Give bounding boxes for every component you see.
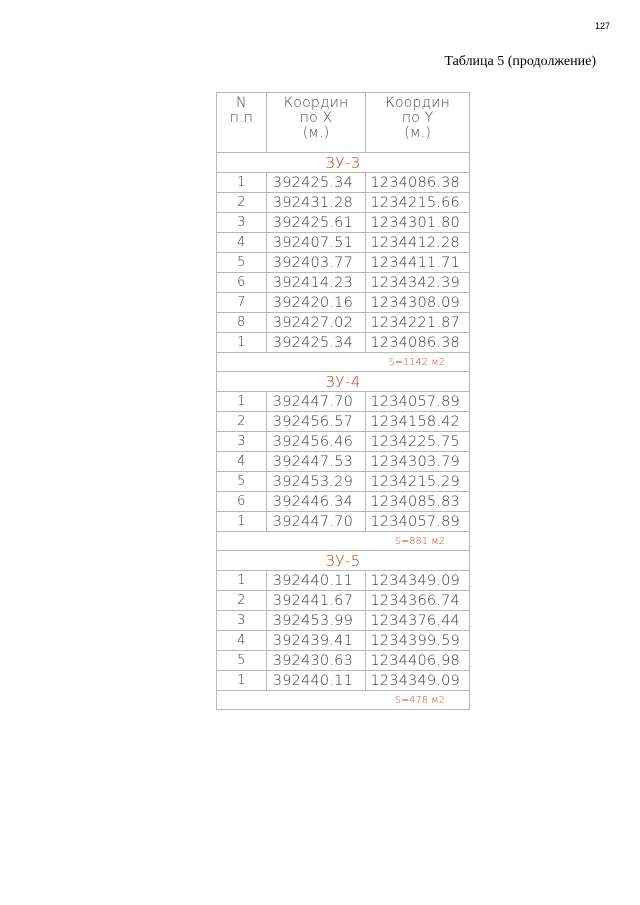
point-number-cell: 2 — [217, 591, 267, 611]
coord-x-cell: 392456.46 — [266, 432, 366, 452]
coord-y-cell: 1234376.44 — [366, 611, 470, 631]
coord-y-cell: 1234215.66 — [366, 193, 470, 213]
table-row — [217, 472, 470, 492]
coord-y-cell: 1234366.74 — [366, 591, 470, 611]
table-row — [217, 173, 470, 193]
section-title: ЗУ-3 — [217, 153, 470, 173]
coord-y-cell: 1234086.38 — [366, 333, 470, 353]
coord-y-cell: 1234225.75 — [366, 432, 470, 452]
header-coord-y — [366, 93, 470, 153]
coord-x-cell: 392407.51 — [266, 233, 366, 253]
coord-x-cell: 392414.23 — [266, 273, 366, 293]
page-number: 127 — [594, 21, 610, 31]
point-number-cell: 1 — [217, 392, 267, 412]
coord-y-cell: 1234411.71 — [366, 253, 470, 273]
coord-y-cell: 1234349.09 — [366, 571, 470, 591]
header-x-line3: (м.) — [302, 125, 330, 141]
coord-x-cell: 392403.77 — [266, 253, 366, 273]
header-row — [217, 93, 470, 153]
table-row — [217, 571, 470, 591]
point-number-cell: 1 — [217, 173, 267, 193]
area-row — [217, 532, 470, 551]
table-row — [217, 671, 470, 691]
header-n-line2: п.п — [229, 110, 254, 126]
coord-x-cell: 392447.53 — [266, 452, 366, 472]
table-row — [217, 492, 470, 512]
header-y-line1: Координ — [385, 95, 451, 111]
area-value: S=1142 м2 — [217, 353, 470, 372]
point-number-cell: 1 — [217, 571, 267, 591]
area-value: S=478 м2 — [217, 691, 470, 710]
table-row — [217, 432, 470, 452]
coord-x-cell: 392431.28 — [266, 193, 366, 213]
section-title-row — [217, 551, 470, 571]
table-row — [217, 333, 470, 353]
header-y-line2: по Y — [401, 110, 434, 126]
coord-x-cell: 392441.67 — [266, 591, 366, 611]
point-number-cell: 3 — [217, 611, 267, 631]
table-row — [217, 392, 470, 412]
table-row — [217, 233, 470, 253]
coord-x-cell: 392425.34 — [266, 333, 366, 353]
table-header — [217, 93, 470, 153]
point-number-cell: 5 — [217, 651, 267, 671]
coord-x-cell: 392425.34 — [266, 173, 366, 193]
point-number-cell: 1 — [217, 671, 267, 691]
coord-y-cell: 1234085.83 — [366, 492, 470, 512]
table-row — [217, 273, 470, 293]
point-number-cell: 4 — [217, 452, 267, 472]
point-number-cell: 6 — [217, 492, 267, 512]
table-row — [217, 591, 470, 611]
point-number-cell: 3 — [217, 432, 267, 452]
coordinates-table — [216, 92, 470, 710]
point-number-cell: 7 — [217, 293, 267, 313]
point-number-cell: 4 — [217, 233, 267, 253]
coord-x-cell: 392430.63 — [266, 651, 366, 671]
section-title-row — [217, 372, 470, 392]
area-row — [217, 353, 470, 372]
section-title: ЗУ-5 — [217, 551, 470, 571]
coord-x-cell: 392440.11 — [266, 571, 366, 591]
coord-y-cell: 1234412.28 — [366, 233, 470, 253]
coord-x-cell: 392453.29 — [266, 472, 366, 492]
point-number-cell: 8 — [217, 313, 267, 333]
coord-x-cell: 392453.99 — [266, 611, 366, 631]
table-row — [217, 253, 470, 273]
coord-x-cell: 392447.70 — [266, 392, 366, 412]
coord-y-cell: 1234349.09 — [366, 671, 470, 691]
coord-y-cell: 1234406.98 — [366, 651, 470, 671]
section-title-row — [217, 153, 470, 173]
table-row — [217, 313, 470, 333]
table-row — [217, 412, 470, 432]
coord-x-cell: 392440.11 — [266, 671, 366, 691]
coord-x-cell: 392427.02 — [266, 313, 366, 333]
header-y-line3: (м.) — [404, 125, 432, 141]
table-row — [217, 293, 470, 313]
coord-y-cell: 1234301.80 — [366, 213, 470, 233]
area-value: S=881 м2 — [217, 532, 470, 551]
header-x-line1: Координ — [283, 95, 349, 111]
coord-y-cell: 1234303.79 — [366, 452, 470, 472]
coord-x-cell: 392439.41 — [266, 631, 366, 651]
coord-y-cell: 1234342.39 — [366, 273, 470, 293]
coord-y-cell: 1234221.87 — [366, 313, 470, 333]
table-row — [217, 611, 470, 631]
coord-y-cell: 1234057.89 — [366, 392, 470, 412]
point-number-cell: 6 — [217, 273, 267, 293]
point-number-cell: 5 — [217, 472, 267, 492]
area-row — [217, 691, 470, 710]
point-number-cell: 1 — [217, 333, 267, 353]
table-row — [217, 193, 470, 213]
point-number-cell: 2 — [217, 193, 267, 213]
header-n-line1: N — [236, 95, 247, 111]
coord-y-cell: 1234086.38 — [366, 173, 470, 193]
coord-x-cell: 392456.57 — [266, 412, 366, 432]
table-row — [217, 631, 470, 651]
coord-x-cell: 392425.61 — [266, 213, 366, 233]
coord-x-cell: 392446.34 — [266, 492, 366, 512]
point-number-cell: 1 — [217, 512, 267, 532]
table-row — [217, 512, 470, 532]
section-title: ЗУ-4 — [217, 372, 470, 392]
coord-y-cell: 1234399.59 — [366, 631, 470, 651]
coord-y-cell: 1234158.42 — [366, 412, 470, 432]
point-number-cell: 2 — [217, 412, 267, 432]
table-caption: Таблица 5 (продолжение) — [444, 54, 596, 69]
point-number-cell: 5 — [217, 253, 267, 273]
header-x-line2: по X — [299, 110, 333, 126]
point-number-cell: 4 — [217, 631, 267, 651]
table-row — [217, 213, 470, 233]
point-number-cell: 3 — [217, 213, 267, 233]
coord-x-cell: 392447.70 — [266, 512, 366, 532]
table-row — [217, 452, 470, 472]
coord-x-cell: 392420.16 — [266, 293, 366, 313]
coord-y-cell: 1234057.89 — [366, 512, 470, 532]
header-point-number — [217, 93, 267, 153]
coord-y-cell: 1234215.29 — [366, 472, 470, 492]
header-coord-x — [266, 93, 366, 153]
coord-y-cell: 1234308.09 — [366, 293, 470, 313]
table-row — [217, 651, 470, 671]
table-body — [217, 153, 470, 710]
